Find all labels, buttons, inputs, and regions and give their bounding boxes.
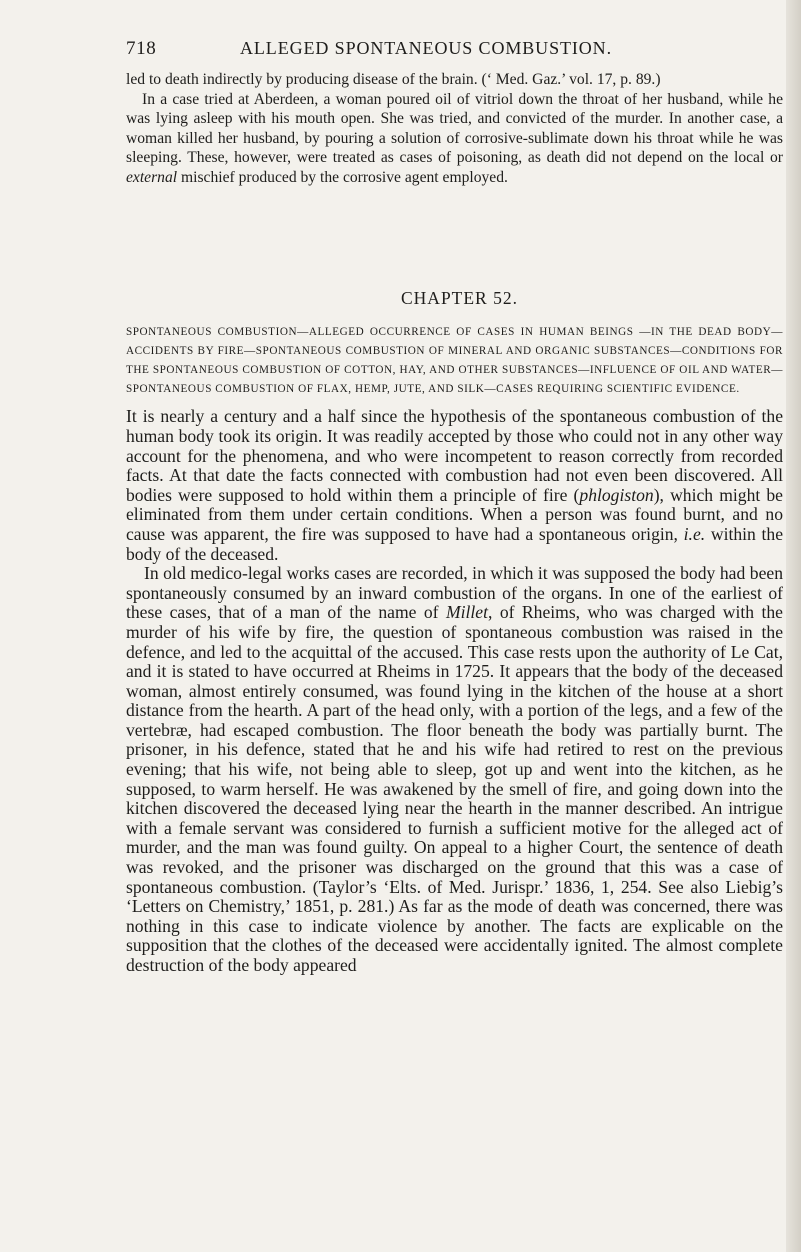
page-number: 718 <box>126 38 157 59</box>
page-edge <box>786 0 801 1252</box>
text-span: , of Rheims, who was charged with the murder of his wife by fire, the question of spontaneous combustion was raised in the defence, and led to the acquittal of the accused. This case rests upon the authority of Le Cat, and it is stated to have occurred at Rheims in 1725. It appears that the body of the deceased woman, almost entirely consumed, was found lying in the kitchen of the house at a short distance from the hearth. A part of the head only, with a portion of the legs, and a few of the vertebræ, had escaped combustion. The floor beneath the body was partially burnt. The prisoner, in his defence, stated that he and his wife had retired to rest on the previous evening; that his wife, not being able to sleep, got up and went into the kitchen, as he supposed, to warm herself. He was awakened by the smell of fire, and going down into the kitchen discovered the deceased lying near the hearth in the manner described. An intrigue with a female servant was considered to furnish a sufficient motive for the alleged act of murder, and the man was found guilty. On appeal to a higher Court, the sentence of death was revoked, and the prisoner was discharged on the ground that this was a case of spontaneous combustion. (Taylor’s ‘Elts. of Med. Jurispr.’ 1836, 1, 254. See also Liebig’s ‘Letters on Chemistry,’ 1851, p. 281.) As far as the mode of death was concerned, there was nothing in this case to indicate violence by another. The facts are explicable on the supposition that the clothes of the deceased were accidentally ignited. The almost complete destruction of the body appeared <box>126 602 783 975</box>
text-span: mischief produced by the corrosive agent employed. <box>181 168 508 186</box>
text-span: In a case tried at Aberdeen, a woman poured oil of vitriol down the throat of her husband, while he was lying asleep with his mouth open. She was tried, and convicted of the murder. In another case, a woman killed her husband, by pouring a solution of corrosive-sublimate down his throat while he was sleeping. These, however, were treated as cases of poisoning, as death did not depend on the local or <box>126 90 783 167</box>
text-span: ), which might be eliminated from them under certain conditions. When a person was found burnt, and no cause was apparent, the fire was supposed to have had a spontaneous origin, <box>126 484 783 544</box>
text-span: within the body of the deceased. <box>126 523 784 564</box>
paragraph <box>126 90 783 188</box>
italic-term: Millet <box>445 602 489 623</box>
continued-text <box>126 70 783 188</box>
paragraph <box>126 564 783 975</box>
paragraph: led to death indirectly by producing disease of the brain. (‘ Med. Gaz.’ vol. 17, p. 89.) <box>126 71 661 88</box>
chapter-summary: SPONTANEOUS COMBUSTION—ALLEGED OCCURRENCE OF CASES IN HUMAN BEINGS —IN THE DEAD BODY—ACCIDENTS BY FIRE—SPONTANEOUS COMBUSTION OF MINERAL AND ORGANIC SUBSTANCES—CONDITIONS FOR THE SPONTANEOUS COMBUSTION OF COTTON, HAY, AND OTHER SUBSTANCES—INFLUENCE OF OIL AND WATER—SPONTANEOUS COMBUSTION OF FLAX, HEMP, JUTE, AND SILK—CASES REQUIRING SCIENTIFIC EVIDENCE. <box>126 325 783 396</box>
italic-term: i.e. <box>683 523 706 544</box>
chapter-heading: CHAPTER 52. <box>401 287 518 308</box>
text-span: It is nearly a century and a half since the hypothesis of the spontaneous combustion of the human body took its origin. It was readily accepted by those who could not in any other way account for the phenomena, and who were incompetent to reason correctly from recorded facts. At that date the facts connected with combustion had not even been discovered. All bodies were supposed to hold within them a principle of fire ( <box>126 406 783 505</box>
text-span: In old medico-legal works cases are recorded, in which it was supposed the body had been spontaneously consumed by an inward combustion of the organs. In one of the earliest of these cases, that of a man of the name of <box>126 563 783 623</box>
italic-term: external <box>126 168 178 186</box>
chapter-body <box>126 407 783 975</box>
italic-term: phlogiston <box>579 484 654 505</box>
running-title: ALLEGED SPONTANEOUS COMBUSTION. <box>240 38 612 58</box>
paragraph <box>126 407 783 564</box>
running-header <box>126 38 783 66</box>
